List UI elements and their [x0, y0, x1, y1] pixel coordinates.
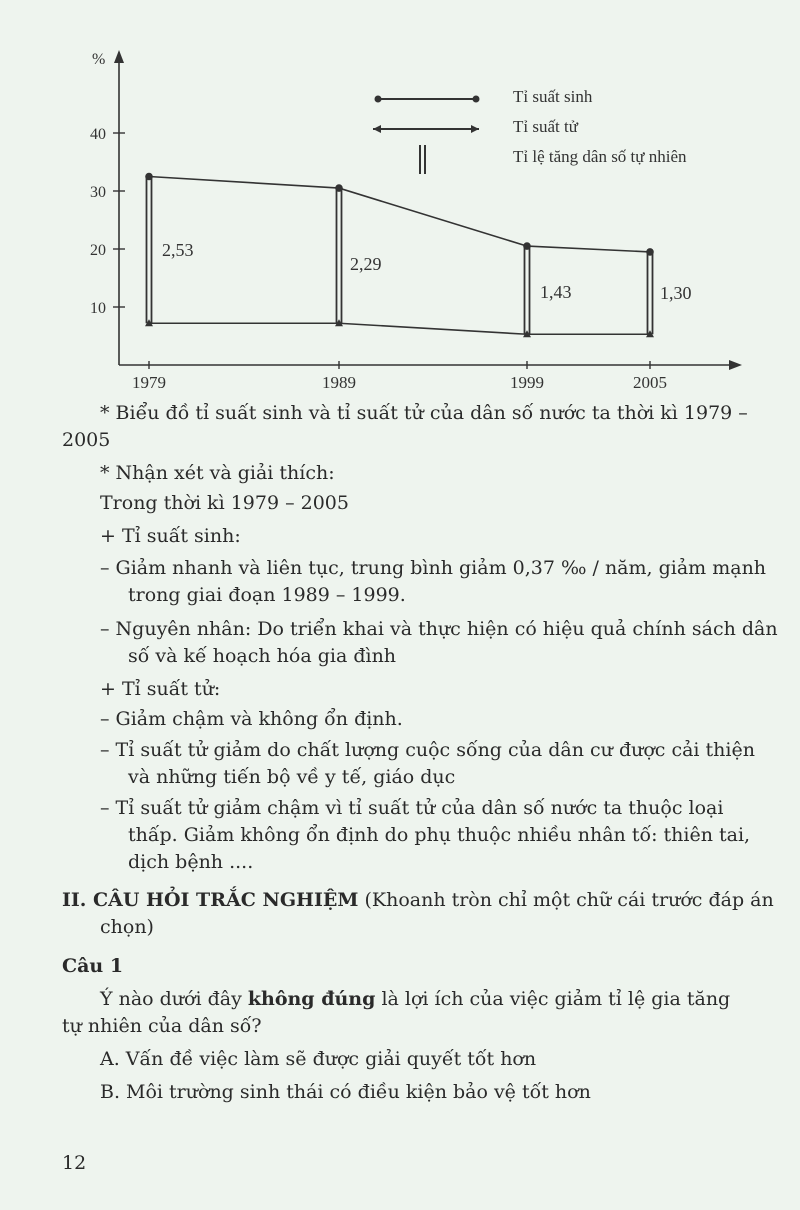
page-number: 12 [62, 1152, 87, 1174]
birth-rate-title: + Tỉ suất sinh: [100, 525, 241, 547]
birth-rate-point-2: – Nguyên nhân: Do triển khai và thực hiện có hiệu quả chính sách dân số và kế hoạch hóa gia đình [100, 618, 778, 667]
analysis-heading: * Nhận xét và giải thích: [100, 462, 335, 484]
death-rate-point-3: – Tỉ suất tử giảm chậm vì tỉ suất tử của dân số nước ta thuộc loại thấp. Giảm không ổn định do phụ thuộc nhiều nhân tố: thiên tai, dịch bệnh .... [100, 797, 751, 873]
legend-death-label: Tỉ suất tử [513, 117, 578, 136]
y-tick-label-30: 30 [90, 184, 106, 201]
option-b[interactable]: B. Môi trường sinh thái có điều kiện bảo vệ tốt hơn [100, 1081, 591, 1103]
legend-birth-marker-left [375, 96, 382, 103]
birth-rate-point-1979 [145, 173, 153, 181]
y-unit-label: % [92, 51, 106, 68]
increase-label-1989: 2,29 [350, 254, 382, 274]
legend-birth-label: Tỉ suất sinh [513, 87, 593, 106]
section-2-note: (Khoanh tròn chỉ một chữ cái trước đáp án chọn) [100, 889, 774, 938]
birth-death-rate-chart [0, 0, 800, 400]
analysis-period: Trong thời kì 1979 – 2005 [100, 492, 349, 514]
legend-death-marker-right [471, 125, 479, 133]
increase-label-2005: 1,30 [660, 283, 692, 303]
section-2-heading [62, 887, 790, 941]
y-tick-label-10: 10 [90, 300, 106, 317]
legend-birth-marker-right [473, 96, 480, 103]
birth-rate-line [149, 177, 650, 252]
birth-rate-point-1999 [523, 242, 531, 250]
option-a[interactable]: A. Vấn đề việc làm sẽ được giải quyết tốt hơn [100, 1048, 537, 1070]
question-1-text-bold: không đúng [247, 988, 376, 1010]
increase-label-1999: 1,43 [540, 282, 572, 302]
x-tick-label-1999: 1999 [510, 373, 544, 392]
death-rate-title: + Tỉ suất tử: [100, 678, 221, 700]
death-rate-point-2: – Tỉ suất tử giảm do chất lượng cuộc sống của dân cư được cải thiện và những tiến bộ về y tế, giáo dục [100, 739, 755, 788]
question-1-text-before: Ý nào dưới đây [100, 988, 248, 1010]
y-axis-arrow [114, 50, 124, 63]
legend-death-marker-left [373, 125, 381, 133]
question-1-text [62, 986, 752, 1040]
birth-rate-point-1: – Giảm nhanh và liên tục, trung bình giảm 0,37 ‰ / năm, giảm mạnh trong giai đoạn 1989 – 1999. [100, 557, 767, 606]
y-tick-label-40: 40 [90, 126, 106, 143]
x-tick-label-1979: 1979 [132, 373, 166, 392]
x-axis-arrow [729, 360, 742, 370]
y-tick-label-20: 20 [90, 242, 106, 259]
death-rate-point-1: – Giảm chậm và không ổn định. [100, 708, 403, 730]
birth-rate-point-2005 [646, 248, 654, 256]
question-1-label: Câu 1 [62, 955, 124, 977]
legend-increase-label: Tỉ lệ tăng dân số tự nhiên [513, 147, 687, 166]
x-tick-label-1989: 1989 [322, 373, 356, 392]
legend [373, 87, 687, 174]
chart-caption: * Biểu đồ tỉ suất sinh và tỉ suất tử của dân số nước ta thời kì 1979 – 2005 [62, 402, 748, 451]
increase-label-1979: 2,53 [162, 240, 194, 260]
section-2-title: II. CÂU HỎI TRẮC NGHIỆM [62, 889, 359, 911]
death-rate-line [149, 323, 650, 334]
x-tick-label-2005: 2005 [633, 373, 667, 392]
question-1-text-after: là lợi ích của việc giảm tỉ lệ gia tăng tự nhiên của dân số? [62, 988, 731, 1037]
birth-rate-point-1989 [335, 184, 343, 192]
